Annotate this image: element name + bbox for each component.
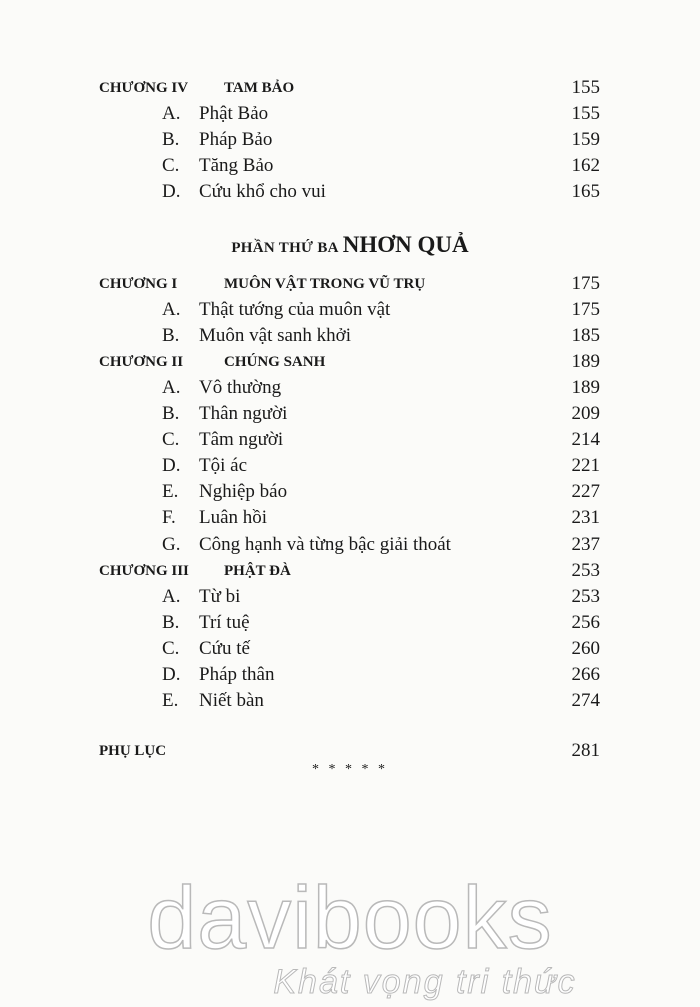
- toc-item: [0, 532, 700, 558]
- item-title: Trí tuệ: [199, 612, 250, 633]
- page-number: 227: [571, 481, 600, 502]
- page-number: 165: [571, 181, 600, 202]
- page-number: 175: [571, 273, 600, 294]
- item-letter: B.: [162, 129, 180, 150]
- toc-item: [0, 297, 700, 323]
- page-number: 231: [571, 507, 600, 528]
- page-number: 260: [571, 638, 600, 659]
- toc-item: [0, 505, 700, 531]
- page-number: 155: [571, 103, 600, 124]
- toc-item: [0, 479, 700, 505]
- item-letter: B.: [162, 325, 180, 346]
- page-number: 159: [571, 129, 600, 150]
- page-number: 155: [571, 77, 600, 98]
- item-letter: B.: [162, 403, 180, 424]
- chapter-row-i: [0, 271, 700, 297]
- page-number: 214: [571, 429, 600, 450]
- toc-item: [0, 153, 700, 179]
- toc-item: [0, 427, 700, 453]
- item-title: Vô thường: [199, 377, 282, 398]
- appendix-title: PHỤ LỤC: [99, 743, 167, 759]
- toc-item: [0, 401, 700, 427]
- item-title: Phật Bảo: [199, 103, 269, 124]
- item-title: Niết bàn: [199, 690, 264, 711]
- page-number: 209: [571, 403, 600, 424]
- item-title: Tâm người: [199, 429, 284, 450]
- chapter-label: CHƯƠNG II: [99, 354, 184, 370]
- item-letter: D.: [162, 664, 181, 685]
- item-title: Muôn vật sanh khởi: [199, 325, 352, 346]
- toc-item: [0, 179, 700, 205]
- item-title: Tội ác: [199, 455, 248, 476]
- chapter-row-iv: [0, 75, 700, 101]
- toc-item: [0, 636, 700, 662]
- page-number: 281: [571, 740, 600, 761]
- item-title: Cứu tế: [199, 638, 250, 659]
- toc-item: [0, 662, 700, 688]
- part-prefix: PHẦN THỨ BA: [231, 240, 339, 256]
- item-title: Thật tướng của muôn vật: [199, 299, 391, 320]
- page-number: 274: [571, 690, 600, 711]
- toc-item: [0, 323, 700, 349]
- item-title: Luân hồi: [199, 507, 268, 528]
- page-number: 189: [571, 377, 600, 398]
- page-number: 175: [571, 299, 600, 320]
- item-letter: A.: [162, 103, 181, 124]
- page-number: 253: [571, 586, 600, 607]
- toc-item: [0, 127, 700, 153]
- item-title: Tăng Bảo: [199, 155, 274, 176]
- item-letter: C.: [162, 155, 180, 176]
- item-title: Cứu khổ cho vui: [199, 181, 326, 202]
- page-number: 266: [571, 664, 600, 685]
- chapter-row-ii: [0, 349, 700, 375]
- page-number: 162: [571, 155, 600, 176]
- separator-stars: * * * * *: [312, 762, 388, 777]
- chapter-title: PHẬT ĐÀ: [224, 563, 291, 579]
- item-title: Pháp thân: [199, 664, 275, 685]
- chapter-label: CHƯƠNG III: [99, 563, 189, 579]
- chapter-label: CHƯƠNG I: [99, 276, 178, 292]
- toc-item: [0, 375, 700, 401]
- item-title: Công hạnh và từng bậc giải thoát: [199, 534, 451, 555]
- page-number: 221: [571, 455, 600, 476]
- item-letter: E.: [162, 690, 179, 711]
- item-title: Nghiệp báo: [199, 481, 288, 502]
- part-name: NHƠN QUẢ: [342, 232, 469, 257]
- chapter-title: MUÔN VẬT TRONG VŨ TRỤ: [224, 276, 426, 292]
- chapter-label: CHƯƠNG IV: [99, 80, 189, 96]
- page-number: 189: [571, 351, 600, 372]
- watermark-brand: davibooks: [147, 868, 553, 967]
- item-letter: F.: [162, 507, 176, 528]
- item-letter: A.: [162, 377, 181, 398]
- toc-item: [0, 584, 700, 610]
- part-heading: [0, 230, 700, 263]
- item-letter: E.: [162, 481, 179, 502]
- chapter-row-iii: [0, 558, 700, 584]
- item-letter: G.: [162, 534, 181, 555]
- item-letter: D.: [162, 181, 181, 202]
- page-number: 253: [571, 560, 600, 581]
- item-letter: D.: [162, 455, 181, 476]
- item-title: Từ bi: [199, 586, 241, 607]
- toc-item: [0, 453, 700, 479]
- chapter-title: TAM BẢO: [224, 80, 295, 96]
- page-number: 185: [571, 325, 600, 346]
- page-number: 256: [571, 612, 600, 633]
- watermark-slogan: Khát vọng tri thức: [273, 963, 577, 1001]
- item-title: Pháp Bảo: [199, 129, 273, 150]
- item-title: Thân người: [199, 403, 288, 424]
- item-letter: B.: [162, 612, 180, 633]
- toc-item: [0, 610, 700, 636]
- toc-item: [0, 688, 700, 714]
- item-letter: C.: [162, 638, 180, 659]
- item-letter: C.: [162, 429, 180, 450]
- item-letter: A.: [162, 299, 181, 320]
- item-letter: A.: [162, 586, 181, 607]
- toc-item: [0, 101, 700, 127]
- chapter-title: CHÚNG SANH: [224, 354, 326, 370]
- page-number: 237: [571, 534, 600, 555]
- appendix-row: [0, 738, 700, 764]
